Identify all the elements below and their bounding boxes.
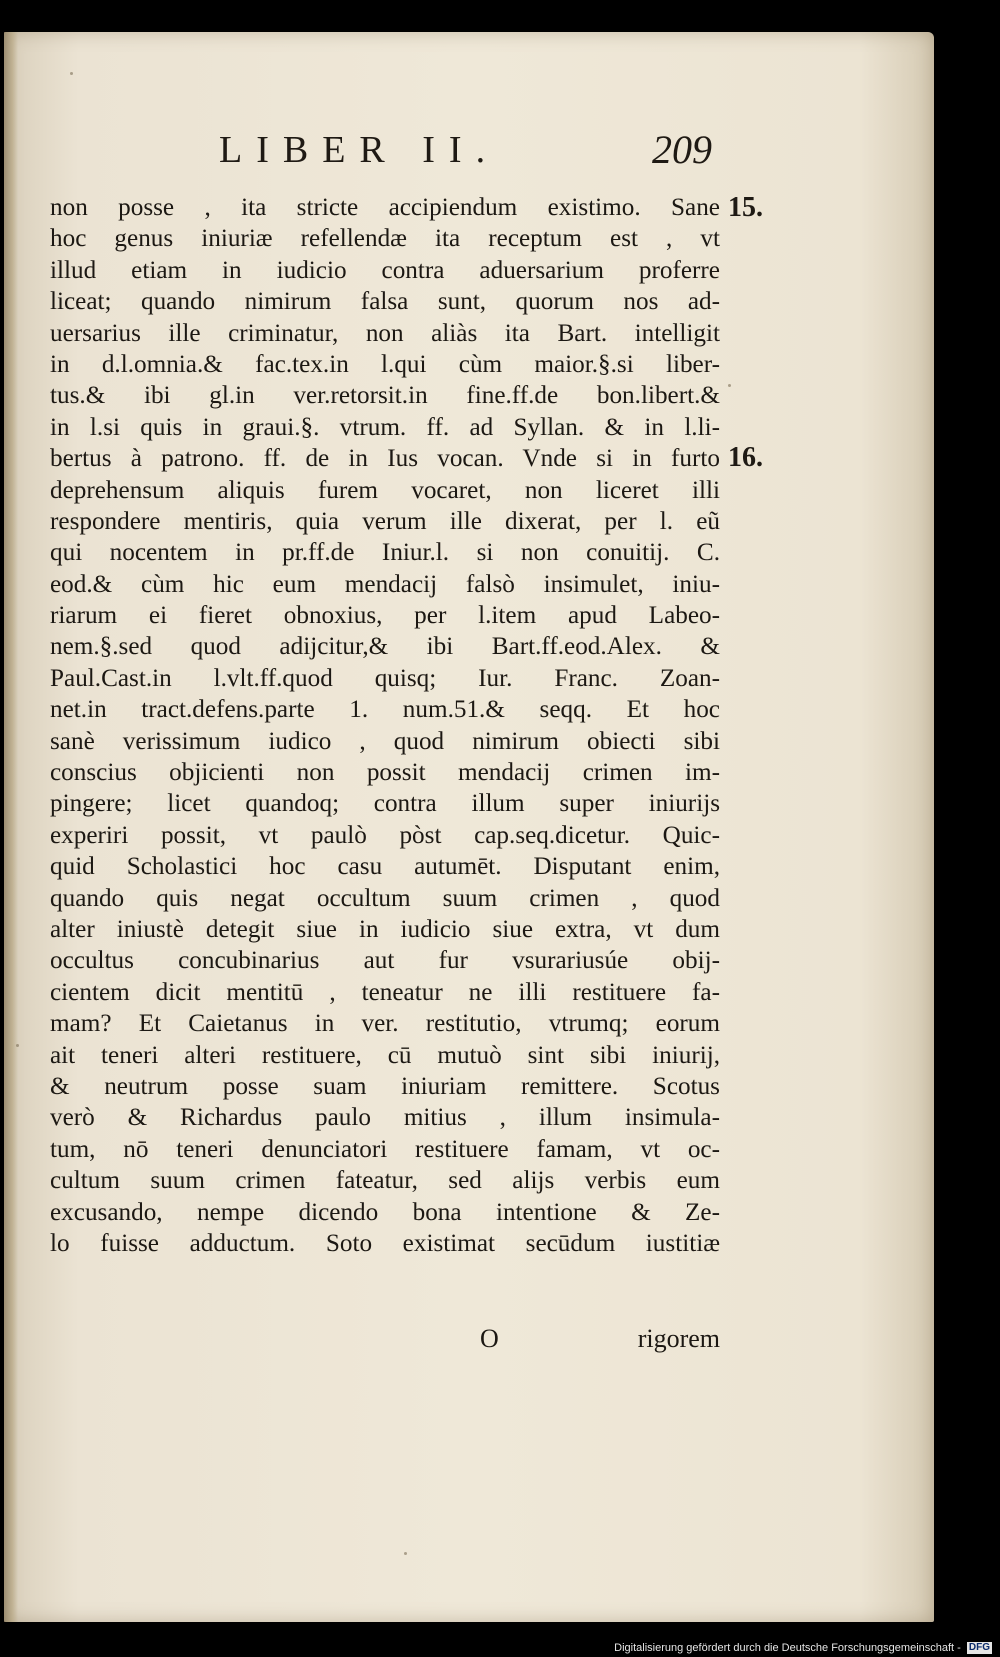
text-line: net.in tract.defens.parte 1. num.51.& seqq. Et hoc — [50, 696, 720, 724]
text-line: quid Scholastici hoc casu autumēt. Disputant enim, — [50, 853, 720, 881]
text-line: hoc genus iniuriæ refellendæ ita receptum est , vt — [50, 225, 720, 253]
paper-speck — [16, 1044, 19, 1047]
text-line: eod.& cùm hic eum mendacij falsò insimulet, iniu- — [50, 570, 720, 598]
text-line: tus.& ibi gl.in ver.retorsit.in fine.ff.de bon.libert.& — [50, 382, 720, 410]
text-line: in d.l.omnia.& fac.tex.in l.qui cùm maior.§.si liber- — [50, 350, 720, 378]
text-line: experiri possit, vt paulò pòst cap.seq.dicetur. Quic- — [50, 821, 720, 849]
text-line: conscius objicienti non possit mendacij crimen im- — [50, 759, 720, 787]
text-line: Paul.Cast.in l.vlt.ff.quod quisq; Iur. Franc. Zoan- — [50, 664, 720, 692]
text-line: liceat; quando nimirum falsa sunt, quorum nos ad- — [50, 288, 720, 316]
signature-mark: O — [480, 1324, 499, 1353]
text-line: lo fuisse adductum. Soto existimat secūdum iustitiæ — [50, 1229, 720, 1257]
text-line: cultum suum crimen fateatur, sed alijs verbis eum — [50, 1167, 720, 1195]
text-line: qui nocentem in pr.ff.de Iniur.l. si non conuitij. C. — [50, 539, 720, 567]
paper-speck — [404, 1552, 407, 1555]
margin-note-15: 15. — [728, 192, 763, 223]
text-line: excusando, nempe dicendo bona intentione & Ze- — [50, 1198, 720, 1226]
text-line: quando quis negat occultum suum crimen , quod — [50, 884, 720, 912]
dfg-logo-icon: DFG — [968, 1642, 990, 1653]
text-line: occultus concubinarius aut fur vsurariusúe obij- — [50, 947, 720, 975]
text-line: sanè verissimum iudico , quod nimirum obiecti sibi — [50, 727, 720, 755]
page-number: 209 — [652, 127, 712, 172]
text-line: nem.§.sed quod adijcitur,& ibi Bart.ff.eod.Alex. & — [50, 633, 720, 661]
digitization-footer — [614, 1642, 992, 1654]
book-page — [4, 32, 934, 1622]
catchword: rigorem — [637, 1324, 720, 1353]
text-line: uersarius ille criminatur, non aliàs ita Bart. intelligit — [50, 319, 720, 347]
text-line: respondere mentiris, quia verum ille dixerat, per l. eũ — [50, 507, 720, 535]
running-head-title: LIBER II. — [219, 129, 500, 171]
text-line: verò & Richardus paulo mitius , illum insimula- — [50, 1104, 720, 1132]
text-line: tum, nō teneri denunciatori restituere famam, vt oc- — [50, 1135, 720, 1163]
page-gutter-shadow — [4, 32, 18, 1622]
margin-note-16: 16. — [728, 442, 763, 473]
text-line: ait teneri alteri restituere, cū mutuò sint sibi iniurij, — [50, 1041, 720, 1069]
text-line: cientem dicit mentitū , teneatur ne illi restituere fa- — [50, 978, 720, 1006]
footer-text: Digitalisierung gefördert durch die Deutsche Forschungsgemeinschaft - — [614, 1641, 961, 1654]
text-line: alter iniustè detegit siue in iudicio siue extra, vt dum — [50, 915, 720, 943]
body-text-block — [50, 192, 720, 1259]
catchword-row — [50, 1324, 720, 1358]
text-line: pingere; licet quandoq; contra illum super iniurijs — [50, 790, 720, 818]
paper-speck — [728, 384, 731, 387]
text-line: in l.si quis in graui.§. vtrum. ff. ad Syllan. & in l.li- — [50, 413, 720, 441]
text-line: deprehensum aliquis furem vocaret, non liceret illi — [50, 476, 720, 504]
text-line: bertus à patrono. ff. de in Ius vocan. Vnde si in furto — [50, 445, 720, 473]
text-line: illud etiam in iudicio contra aduersarium proferre — [50, 256, 720, 284]
text-line: mam? Et Caietanus in ver. restitutio, vtrumq; eorum — [50, 1010, 720, 1038]
text-line: riarum ei fieret obnoxius, per l.item apud Labeo- — [50, 602, 720, 630]
paper-speck — [70, 72, 73, 75]
text-line: non posse , ita stricte accipiendum existimo. Sane — [50, 194, 720, 221]
text-line: & neutrum posse suam iniuriam remittere. Scotus — [50, 1072, 720, 1100]
running-head — [4, 116, 934, 176]
